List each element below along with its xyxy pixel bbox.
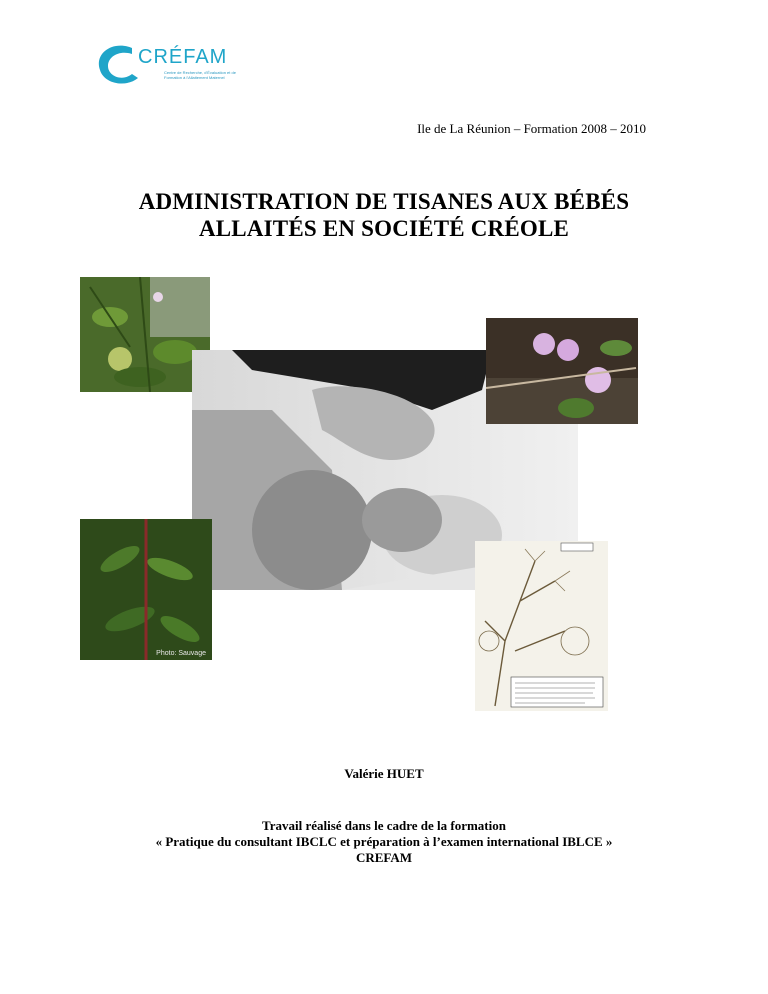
author-name: Valérie HUET — [344, 766, 424, 781]
credits-line-2: « Pratique du consultant IBCLC et préparation à l’examen international IBLCE » — [155, 834, 613, 849]
title-line-2: ALLAITÉS EN SOCIÉTÉ CRÉOLE — [198, 216, 570, 241]
plant-photo-bottom-left — [80, 519, 212, 660]
logo-tagline: Centre de Recherche, d'Évaluation et de Formation à l'Allaitement Maternel — [164, 70, 236, 80]
crefam-logo — [92, 40, 252, 92]
logo-name: CRÉFAM — [138, 46, 228, 68]
credits-line-3: CREFAM — [355, 850, 413, 865]
credits-block — [0, 818, 768, 866]
title-line-1: ADMINISTRATION DE TISANES AUX BÉBÉS — [138, 189, 630, 214]
document-title — [0, 188, 768, 242]
credits-line-1: Travail réalisé dans le cadre de la formation — [262, 818, 506, 833]
header-line: Ile de La Réunion – Formation 2008 – 2010 — [417, 121, 646, 136]
herbarium-sheet-photo — [475, 541, 608, 711]
plant-photo-top-left — [80, 277, 210, 392]
photo-caption: Photo: Sauvage — [156, 650, 206, 657]
mimosa-photo — [486, 318, 638, 424]
